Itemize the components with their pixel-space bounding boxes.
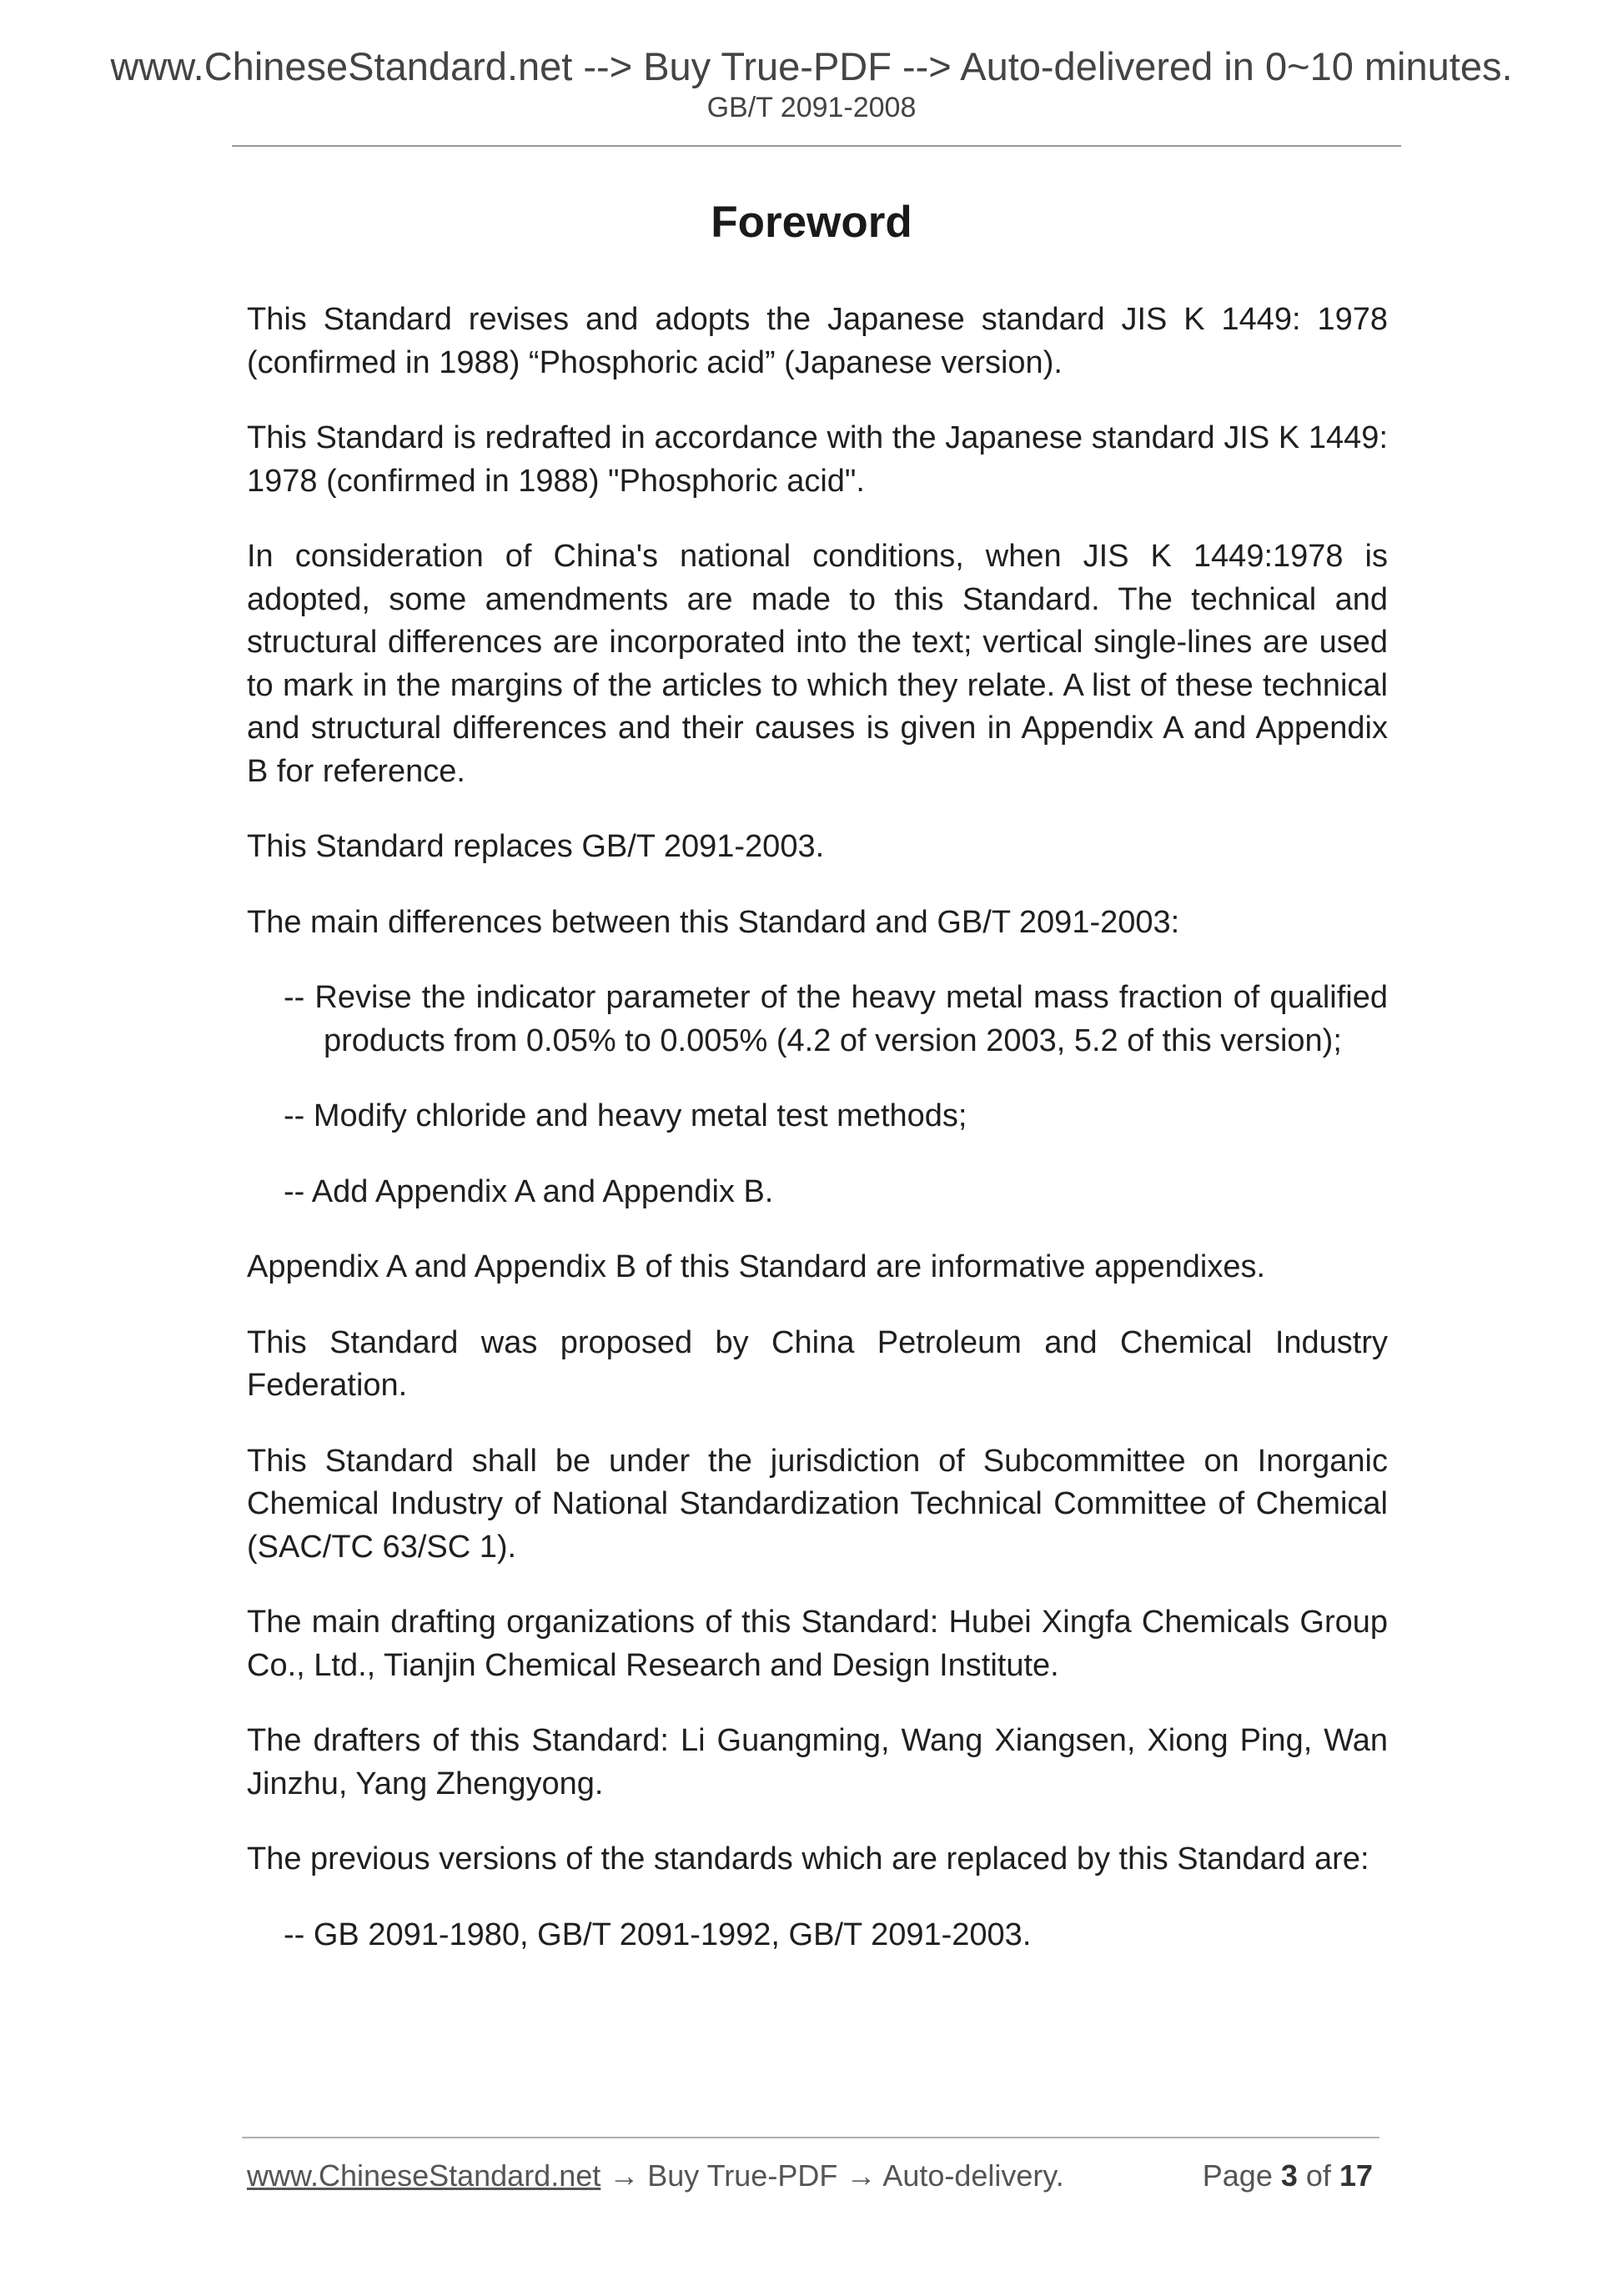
footer-divider bbox=[242, 2137, 1379, 2138]
difference-item-heavy-metal: -- Revise the indicator parameter of the heavy metal mass fraction of qualified products from 0.05% to 0.005% (4.2 of version 2003, 5.2 of this version); bbox=[284, 980, 1388, 1058]
page-title: Foreword bbox=[711, 198, 912, 247]
paragraph-informative-appendixes: Appendix A and Appendix B of this Standard are informative appendixes. bbox=[247, 1249, 1266, 1284]
paragraph-redrafted: This Standard is redrafted in accordance with the Japanese standard JIS K 1449: 1978 (confirmed in 1988) "Phosphoric acid". bbox=[247, 420, 1388, 499]
document-code: GB/T 2091-2008 bbox=[706, 92, 917, 123]
difference-item-test-methods: -- Modify chloride and heavy metal test methods; bbox=[284, 1098, 967, 1133]
previous-versions-list-item: -- GB 2091-1980, GB/T 2091-1992, GB/T 2091-2003. bbox=[284, 1917, 1032, 1952]
footer-delivery-text: → Buy True-PDF → Auto-delivery. bbox=[600, 2158, 1064, 2193]
paragraph-differences-intro: The main differences between this Standard and GB/T 2091-2003: bbox=[247, 904, 1180, 940]
paragraph-replaces: This Standard replaces GB/T 2091-2003. bbox=[247, 829, 825, 864]
paragraph-drafters: The drafters of this Standard: Li Guangming, Wang Xiangsen, Xiong Ping, Wan Jinzhu, Yang Zhengyong. bbox=[247, 1723, 1388, 1801]
page-footer bbox=[247, 2158, 1379, 2193]
paragraph-amendments: In consideration of China's national conditions, when JIS K 1449:1978 is adopted, some amendments are made to this Standard. The technical and structural differences are incorporated into the text; vertical single-lines are used to mark in the margins of the articles to which they relate. A list of these technical and structural differences and their causes is given in Appendix A and Appendix B for reference. bbox=[247, 539, 1388, 789]
page-number: Page 3 of 17 bbox=[1202, 2158, 1373, 2193]
header-banner: www.ChineseStandard.net --> Buy True-PDF --> Auto-delivered in 0~10 minutes. bbox=[110, 44, 1513, 88]
foreword-body bbox=[247, 299, 1388, 1989]
header-divider bbox=[232, 145, 1401, 147]
paragraph-jurisdiction: This Standard shall be under the jurisdiction of Subcommittee on Inorganic Chemical Industry of National Standardization Technical Committee of Chemical (SAC/TC 63/SC 1). bbox=[247, 1443, 1388, 1565]
difference-item-appendixes: -- Add Appendix A and Appendix B. bbox=[284, 1173, 774, 1209]
paragraph-previous-versions: The previous versions of the standards which are replaced by this Standard are: bbox=[247, 1841, 1369, 1876]
paragraph-adoption: This Standard revises and adopts the Japanese standard JIS K 1449: 1978 (confirmed in 1988) “Phosphoric acid” (Japanese version). bbox=[247, 302, 1388, 380]
paragraph-proposed-by: This Standard was proposed by China Petroleum and Chemical Industry Federation. bbox=[247, 1324, 1388, 1403]
paragraph-drafting-organizations: The main drafting organizations of this Standard: Hubei Xingfa Chemicals Group Co., Ltd., Tianjin Chemical Research and Design Institute. bbox=[247, 1605, 1388, 1683]
footer-site-link[interactable]: www.ChineseStandard.net bbox=[247, 2158, 601, 2193]
